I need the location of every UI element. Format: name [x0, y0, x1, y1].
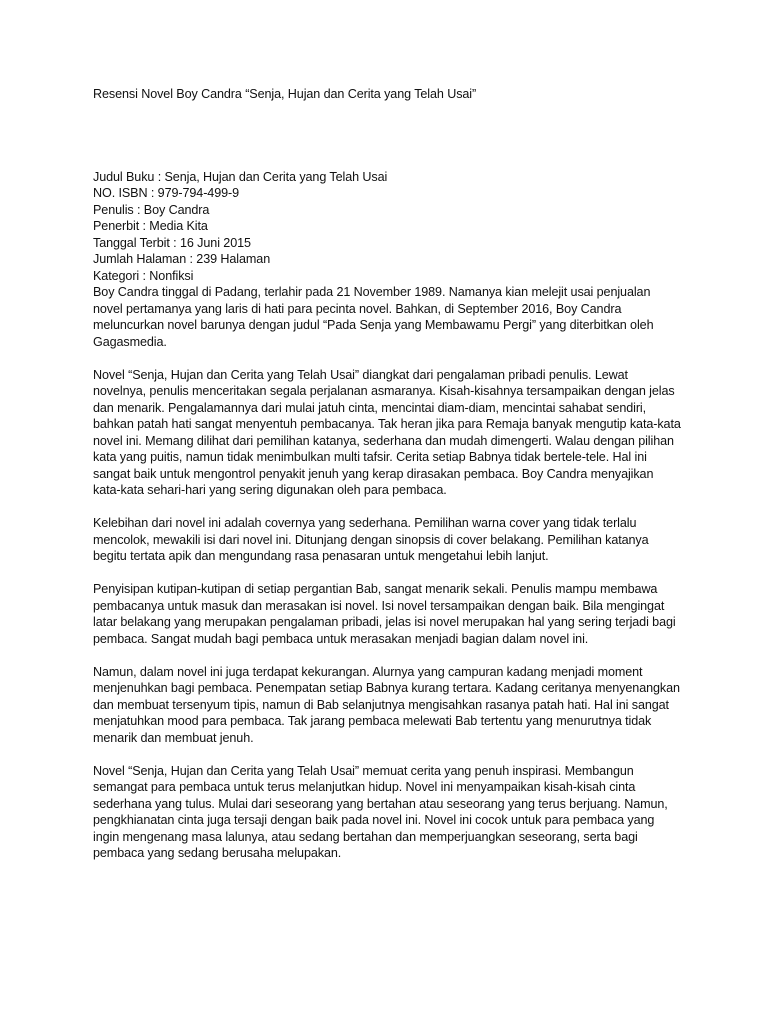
- book-metadata: [93, 169, 683, 285]
- meta-publish-date: Tanggal Terbit : 16 Juni 2015: [93, 235, 251, 250]
- paragraph-conclusion: Novel “Senja, Hujan dan Cerita yang Telah Usai” memuat cerita yang penuh inspirasi. Membangun semangat para pembaca untuk terus melanjutkan hidup. Novel ini menyampaikan kisah-kisah cinta sederhana yang tulus. Mulai dari seseorang yang bertahan atau seseorang yang terus berjuang. Namun, pengkhianatan cinta juga tersaji dengan baik pada novel ini. Novel ini cocok untuk para pembaca yang ingin mengenang masa lalunya, atau sedang bertahan dan memperjuangkan seseorang, serta bagi pembaca yang sedang berusaha melupakan.: [93, 763, 668, 860]
- meta-isbn: NO. ISBN : 979-794-499-9: [93, 186, 240, 200]
- meta-category: Kategori : Nonfiksi: [93, 268, 194, 283]
- paragraph-strengths: Kelebihan dari novel ini adalah covernya yang sederhana. Pemilihan warna cover yang tidak terlalu mencolok, mewakili isi dari novel ini. Ditunjang dengan sinopsis di cover belakang. Pemilihan katanya begitu tertata apik dan mengundang rasa penasaran untuk mengetahui lebih lanjut.: [93, 516, 649, 563]
- meta-book-title: Judul Buku : Senja, Hujan dan Cerita yang Telah Usai: [93, 169, 388, 184]
- paragraph-weaknesses: Namun, dalam novel ini juga terdapat kekurangan. Alurnya yang campuran kadang menjadi moment menjenuhkan bagi pembaca. Penempatan setiap Babnya kurang tertara. Kadang ceritanya menyenangkan dan membuat tersenyum tipis, namun di Bab selanjutnya mengisahkan rasanya patah hati. Hal ini sangat menjatuhkan mood para pembaca. Tak jarang pembaca melewati Bab tertentu yang menurutnya tidak menarik dan membuat jenuh.: [93, 664, 680, 745]
- paragraph-author-bio: Boy Candra tinggal di Padang, terlahir pada 21 November 1989. Namanya kian melejit usai penjualan novel pertamanya yang laris di hati para pecinta novel. Bahkan, di September 2016, Boy Candra meluncurkan novel barunya dengan judul “Pada Senja yang Membawamu Pergi” yang diterbitkan oleh Gagasmedia.: [93, 285, 654, 349]
- meta-author: Penulis : Boy Candra: [93, 202, 210, 217]
- document-body: [93, 86, 683, 878]
- meta-page-count: Jumlah Halaman : 239 Halaman: [93, 252, 271, 266]
- paragraph-novel-overview: Novel “Senja, Hujan dan Cerita yang Telah Usai” diangkat dari pengalaman pribadi penulis. Lewat novelnya, penulis menceritakan segala perjalanan asmaranya. Kisah-kisahnya tersampaikan dengan jelas dan menarik. Pengalamannya dari mulai jatuh cinta, mencintai diam-diam, mencintai sahabat sendiri, bahkan patah hati sangat menyentuh pembacanya. Tak heran jika para Remaja banyak mengutip kata-kata novel ini. Memang dilihat dari pemilihan katanya, sederhana dan mudah dimengerti. Walau dengan pilihan kata yang puitis, namun tidak menimbulkan multi tafsir. Cerita setiap Babnya tidak bertele-tele. Hal ini sangat baik untuk mengontrol penyakit jenuh yang kerap dirasakan pembaca. Boy Candra menyajikan kata-kata sehari-hari yang sering digunakan oleh para pembaca.: [93, 367, 681, 497]
- meta-publisher: Penerbit : Media Kita: [93, 219, 208, 233]
- document-title: Resensi Novel Boy Candra “Senja, Hujan dan Cerita yang Telah Usai”: [93, 87, 477, 101]
- paragraph-quotes: Penyisipan kutipan-kutipan di setiap pergantian Bab, sangat menarik sekali. Penulis mampu membawa pembacanya untuk masuk dan merasakan isi novel. Isi novel tersampaikan dengan baik. Bila mengingat latar belakang yang merupakan pengalaman pribadi, jelas isi novel merupakan hal yang sering terjadi bagi pembaca. Sangat mudah bagi pembaca untuk merasakan menjadi bagian dalam novel ini.: [93, 582, 676, 646]
